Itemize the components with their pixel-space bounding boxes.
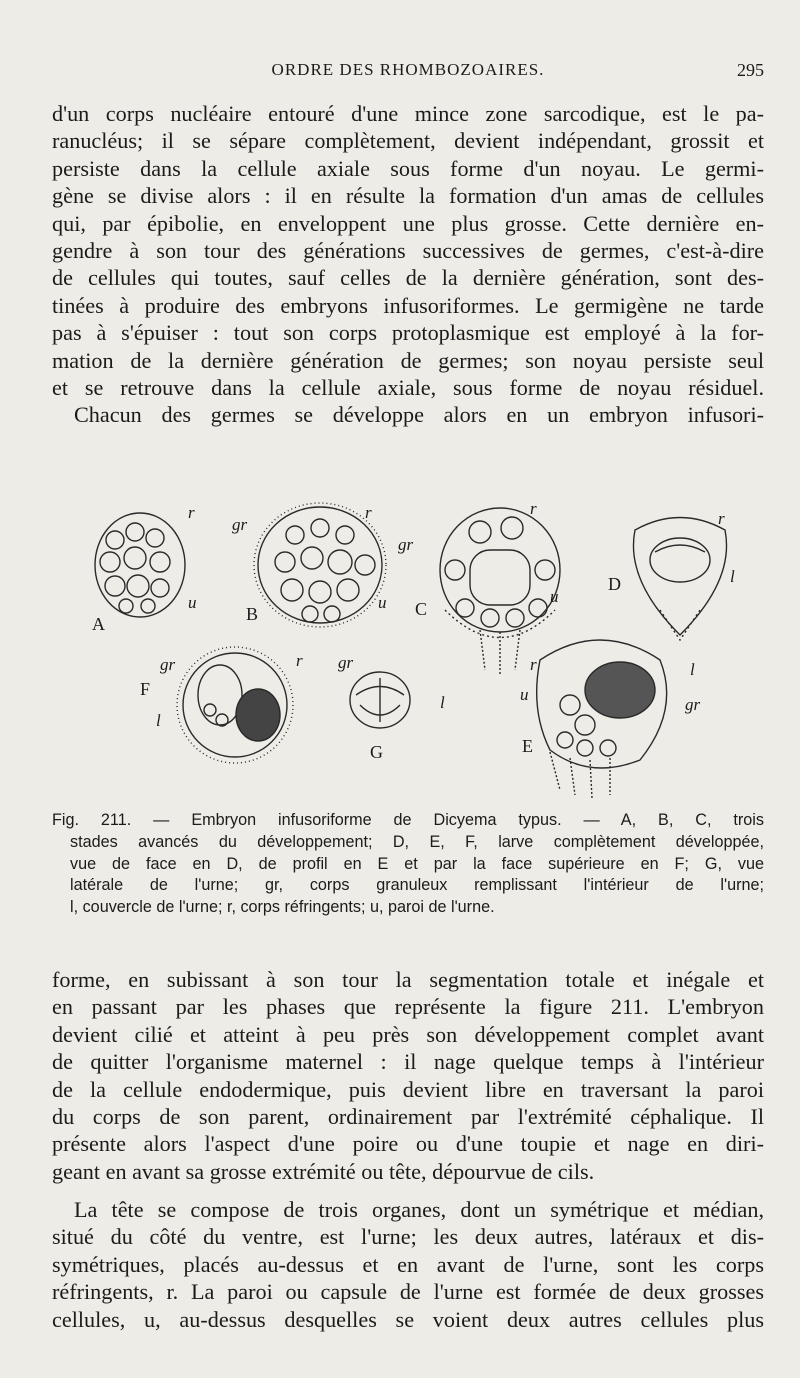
panel-label-e: E: [522, 736, 533, 756]
caption-line: l, couvercle de l'urne; r, corps réfringents; u, paroi de l'urne.: [70, 898, 495, 917]
text-line: gendre à son tour des générations successives de germes, c'est-à-dire: [52, 237, 764, 263]
panel-d-drawing: [633, 518, 726, 641]
cilia-lines: [480, 630, 520, 675]
embryo-illustration: [60, 490, 760, 800]
caption-line: vue de face en D, de profil en E et par la face supérieure en F; G, vue: [70, 854, 764, 873]
annotation-label: r: [365, 503, 372, 522]
caption-line: latérale de l'urne; gr, corps granuleux remplissant l'intérieur de l'urne;: [70, 876, 764, 895]
panel-e-drawing: [537, 640, 667, 798]
annotation-label: r: [188, 503, 195, 522]
annotation-label: gr: [232, 515, 248, 534]
text-line: du corps de son parent, ordinairement par l'extrémité céphalique. Il: [52, 1103, 764, 1129]
paragraph-2: [52, 966, 764, 1185]
annotation-label: u: [378, 593, 387, 612]
text-line: gène se divise alors : il en résulte la formation d'un amas de cellules: [52, 183, 764, 209]
paragraph-1: [52, 100, 764, 429]
text-line: pas à s'épuiser : tout son corps protoplasmique est employé à la for-: [52, 320, 764, 346]
annotation-label: u: [550, 587, 559, 606]
annotation-label: u: [520, 685, 529, 704]
text-line: La tête se compose de trois organes, dont un symétrique et médian,: [74, 1197, 764, 1222]
annotation-label: l: [156, 711, 161, 730]
annotation-label: r: [530, 655, 537, 674]
figure-211: [60, 490, 760, 800]
panel-label-b: B: [246, 604, 259, 624]
text-line: présente alors l'aspect d'une poire ou d'une toupie et nage en diri-: [52, 1131, 764, 1157]
text-line: d'un corps nucléaire entouré d'une mince zone sarcodique, est le pa-: [52, 101, 764, 126]
annotation-label: l: [440, 693, 445, 712]
annotation-label: gr: [685, 695, 701, 714]
panel-f-drawing: [177, 647, 293, 763]
annotation-label: r: [530, 499, 537, 518]
annotation-label: u: [188, 593, 197, 612]
paragraph-3: [52, 1196, 764, 1333]
page-number: 295: [737, 60, 764, 80]
caption-line: Fig. 211. — Embryon infusoriforme de Dicyema typus. — A, B, C, trois: [52, 811, 764, 829]
text-line: geant en avant sa grosse extrémité ou tête, dépourvue de cils.: [52, 1158, 595, 1184]
figure-caption: [52, 810, 764, 919]
text-line-fragment: persiste dans la cellule axiale sous forme d'un noyau. Le germi-: [52, 155, 764, 181]
text-line: réfringents, r. La paroi ou capsule de l'urne est formée de deux grosses: [52, 1279, 764, 1305]
panel-c-drawing: [440, 508, 560, 638]
text-line: forme, en subissant à son tour la segmentation totale et inégale et: [52, 967, 764, 992]
panel-label-c: C: [415, 599, 428, 619]
panel-g-drawing: [350, 672, 410, 728]
text-line: de la cellule endodermique, puis devient libre en traversant la paroi: [52, 1076, 764, 1102]
text-line: Chacun des germes se développe alors en un embryon infusori-: [74, 402, 764, 428]
text-line: mation de la dernière génération de germes; son noyau persiste seul: [52, 347, 764, 373]
text-line: symétriques, placés au-dessus et en avant de l'urne, sont les corps: [52, 1251, 764, 1277]
text-line: [52, 155, 764, 182]
panel-label-f: F: [140, 679, 151, 699]
annotation-label: gr: [160, 655, 176, 674]
text-line: en passant par les phases que représente la figure 211. L'embryon: [52, 994, 764, 1020]
text-line: devient cilié et atteint à peu près son développement complet avant: [52, 1021, 764, 1047]
panel-label-d: D: [608, 574, 621, 594]
running-title: ORDRE DES RHOMBOZOAIRES.: [271, 60, 545, 79]
text-line: situé du côté du ventre, est l'urne; les deux autres, latéraux et dis-: [52, 1224, 764, 1250]
text-line: tinées à produire des embryons infusoriformes. Le germigène ne tarde: [52, 292, 764, 318]
caption-line: stades avancés du développement; D, E, F, larve complètement développée,: [70, 832, 764, 851]
text-line: ranucléus; il se sépare complètement, devient indépendant, grossit et: [52, 128, 764, 154]
text-line: et se retrouve dans la cellule axiale, sous forme de noyau résiduel.: [52, 374, 764, 400]
annotation-label: r: [296, 651, 303, 670]
text-line: de cellules qui toutes, sauf celles de la dernière génération, sont des-: [52, 265, 764, 291]
annotation-label: l: [730, 567, 735, 586]
annotation-label: l: [690, 660, 695, 679]
text-line: de quitter l'organisme maternel : il nage quelque temps à l'intérieur: [52, 1049, 764, 1075]
panel-label-g: G: [370, 742, 383, 762]
text-line: qui, par épibolie, en enveloppent une plus grosse. Cette dernière en-: [52, 210, 764, 236]
annotation-label: gr: [338, 653, 354, 672]
text-line: cellules, u, au-dessus desquelles se voient deux autres cellules plus: [52, 1306, 764, 1332]
panel-label-a: A: [92, 614, 105, 634]
annotation-label: gr: [398, 535, 414, 554]
annotation-label: r: [718, 509, 725, 528]
panel-a-drawing: [95, 513, 185, 617]
running-head: [52, 60, 764, 86]
